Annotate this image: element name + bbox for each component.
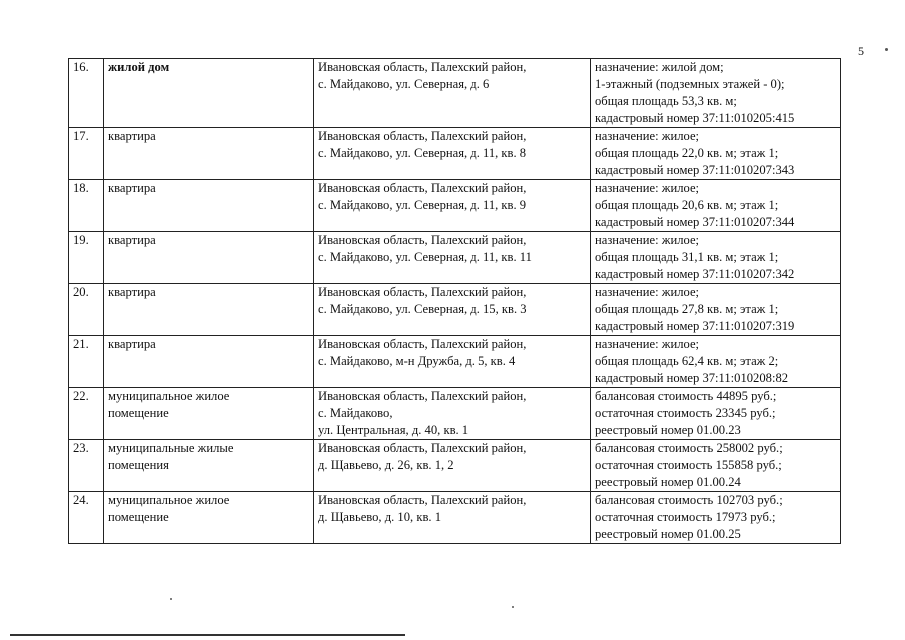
property-characteristics: назначение: жилое; общая площадь 62,4 кв. м; этаж 2; кадастровый номер 37:11:010208:82 (591, 336, 841, 388)
property-characteristics: балансовая стоимость 258002 руб.; остаточная стоимость 155858 руб.; реестровый номер 01.00.24 (591, 440, 841, 492)
property-name: жилой дом (104, 59, 314, 128)
property-name: муниципальные жилые помещения (104, 440, 314, 492)
table-row (69, 180, 841, 232)
property-address: Ивановская область, Палехский район, с. Майдаково, м-н Дружба, д. 5, кв. 4 (314, 336, 591, 388)
registry-body (69, 59, 841, 544)
table-row (69, 492, 841, 544)
property-address: Ивановская область, Палехский район, с. Майдаково, ул. Центральная, д. 40, кв. 1 (314, 388, 591, 440)
row-number: 20. (69, 284, 104, 336)
table-row (69, 440, 841, 492)
property-name: квартира (104, 128, 314, 180)
table-row (69, 59, 841, 128)
row-number: 19. (69, 232, 104, 284)
row-number: 22. (69, 388, 104, 440)
scan-artifact-line (10, 634, 405, 636)
property-address: Ивановская область, Палехский район, д. Щавьево, д. 10, кв. 1 (314, 492, 591, 544)
property-address: Ивановская область, Палехский район, с. Майдаково, ул. Северная, д. 11, кв. 9 (314, 180, 591, 232)
table-row (69, 128, 841, 180)
row-number: 16. (69, 59, 104, 128)
scan-speck (170, 598, 172, 600)
property-name: квартира (104, 284, 314, 336)
row-number: 24. (69, 492, 104, 544)
property-registry-table (68, 58, 841, 544)
property-address: Ивановская область, Палехский район, с. Майдаково, ул. Северная, д. 6 (314, 59, 591, 128)
table-row (69, 232, 841, 284)
property-characteristics: назначение: жилое; общая площадь 27,8 кв. м; этаж 1; кадастровый номер 37:11:010207:319 (591, 284, 841, 336)
row-number: 17. (69, 128, 104, 180)
property-characteristics: назначение: жилое; общая площадь 22,0 кв. м; этаж 1; кадастровый номер 37:11:010207:343 (591, 128, 841, 180)
row-number: 18. (69, 180, 104, 232)
property-name: квартира (104, 336, 314, 388)
row-number: 21. (69, 336, 104, 388)
table-row (69, 336, 841, 388)
property-characteristics: назначение: жилое; общая площадь 31,1 кв. м; этаж 1; кадастровый номер 37:11:010207:342 (591, 232, 841, 284)
property-address: Ивановская область, Палехский район, с. Майдаково, ул. Северная, д. 11, кв. 8 (314, 128, 591, 180)
table-row (69, 388, 841, 440)
property-characteristics: балансовая стоимость 102703 руб.; остаточная стоимость 17973 руб.; реестровый номер 01.00.25 (591, 492, 841, 544)
property-characteristics: назначение: жилой дом; 1-этажный (подземных этажей - 0); общая площадь 53,3 кв. м; кадастровый номер 37:11:010205:415 (591, 59, 841, 128)
scan-speck (512, 606, 514, 608)
row-number: 23. (69, 440, 104, 492)
property-characteristics: назначение: жилое; общая площадь 20,6 кв. м; этаж 1; кадастровый номер 37:11:010207:344 (591, 180, 841, 232)
property-name: квартира (104, 232, 314, 284)
page-number: 5 (858, 44, 864, 58)
scan-speck (885, 48, 888, 51)
property-name: муниципальное жилое помещение (104, 388, 314, 440)
property-name: муниципальное жилое помещение (104, 492, 314, 544)
property-address: Ивановская область, Палехский район, с. Майдаково, ул. Северная, д. 11, кв. 11 (314, 232, 591, 284)
table-row (69, 284, 841, 336)
property-address: Ивановская область, Палехский район, д. Щавьево, д. 26, кв. 1, 2 (314, 440, 591, 492)
property-characteristics: балансовая стоимость 44895 руб.; остаточная стоимость 23345 руб.; реестровый номер 01.00.23 (591, 388, 841, 440)
property-name: квартира (104, 180, 314, 232)
property-address: Ивановская область, Палехский район, с. Майдаково, ул. Северная, д. 15, кв. 3 (314, 284, 591, 336)
